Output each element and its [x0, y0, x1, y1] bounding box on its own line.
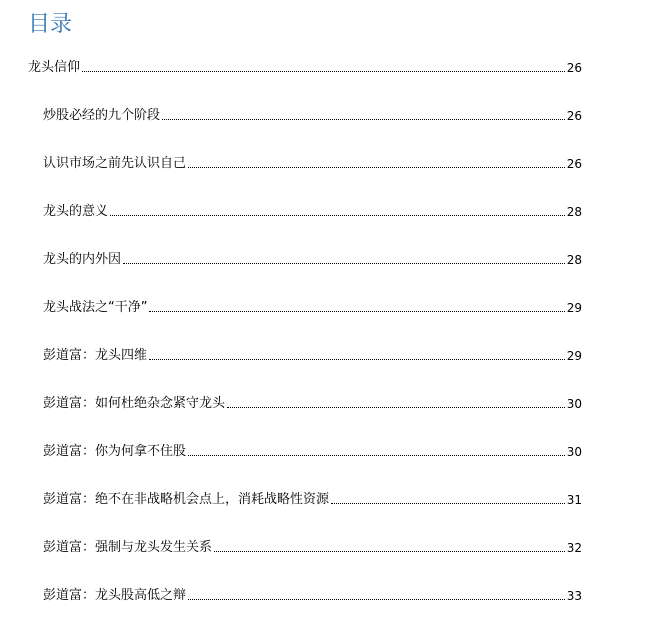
toc-entry-label: 彭道富：绝不在非战略机会点上，消耗战略性资源: [43, 492, 330, 507]
toc-entry-page: 32: [566, 541, 582, 555]
toc-entry-page: 33: [566, 589, 582, 603]
toc-entry-page: 31: [566, 493, 582, 507]
toc-entry-page: 29: [566, 349, 582, 363]
dot-leader: [149, 358, 565, 360]
dot-leader: [82, 70, 565, 72]
dot-leader: [149, 310, 564, 312]
toc-entry-label: 彭道富：龙头股高低之辩: [43, 588, 187, 603]
toc-entry-label: 炒股必经的九个阶段: [43, 108, 161, 123]
toc-entry[interactable]: [43, 296, 582, 316]
toc-entry-label: 龙头战法之“干净”: [43, 300, 148, 315]
toc-entry-page: 29: [566, 301, 582, 315]
dot-leader: [162, 118, 565, 120]
dot-leader: [110, 214, 565, 216]
toc-entry-label: 龙头的内外因: [43, 252, 122, 267]
toc-entry[interactable]: [43, 200, 582, 220]
dot-leader: [123, 262, 565, 264]
toc-entry[interactable]: [43, 584, 582, 604]
toc-entry[interactable]: [28, 56, 582, 76]
toc-entry-label: 认识市场之前先认识自己: [43, 156, 187, 171]
toc-entry-label: 彭道富：龙头四维: [43, 348, 148, 363]
dot-leader: [227, 406, 565, 408]
toc-entry-label: 彭道富：如何杜绝杂念紧守龙头: [43, 396, 226, 411]
toc-entry-page: 26: [566, 61, 582, 75]
toc-entry[interactable]: [43, 488, 582, 508]
toc-entry[interactable]: [43, 440, 582, 460]
toc-entry-label: 彭道富：强制与龙头发生关系: [43, 540, 213, 555]
toc-entry[interactable]: [43, 248, 582, 268]
toc-entry-label: 龙头信仰: [28, 60, 81, 75]
toc-entry-page: 30: [566, 397, 582, 411]
toc-entry[interactable]: [43, 392, 582, 412]
toc-entry[interactable]: [43, 344, 582, 364]
toc-entry-page: 30: [566, 445, 582, 459]
toc-entry-label: 彭道富：你为何拿不住股: [43, 444, 187, 459]
dot-leader: [188, 598, 565, 600]
toc-entry[interactable]: [43, 152, 582, 172]
toc-entry-page: 26: [566, 157, 582, 171]
toc-entry-page: 28: [566, 205, 582, 219]
dot-leader: [331, 502, 565, 504]
toc-title: 目录: [28, 12, 73, 37]
toc-entry-page: 26: [566, 109, 582, 123]
dot-leader: [214, 550, 565, 552]
dot-leader: [188, 166, 565, 168]
dot-leader: [188, 454, 565, 456]
toc-entry[interactable]: [43, 104, 582, 124]
toc-entry-page: 28: [566, 253, 582, 267]
toc-entry-label: 龙头的意义: [43, 204, 109, 219]
toc-entry[interactable]: [43, 536, 582, 556]
